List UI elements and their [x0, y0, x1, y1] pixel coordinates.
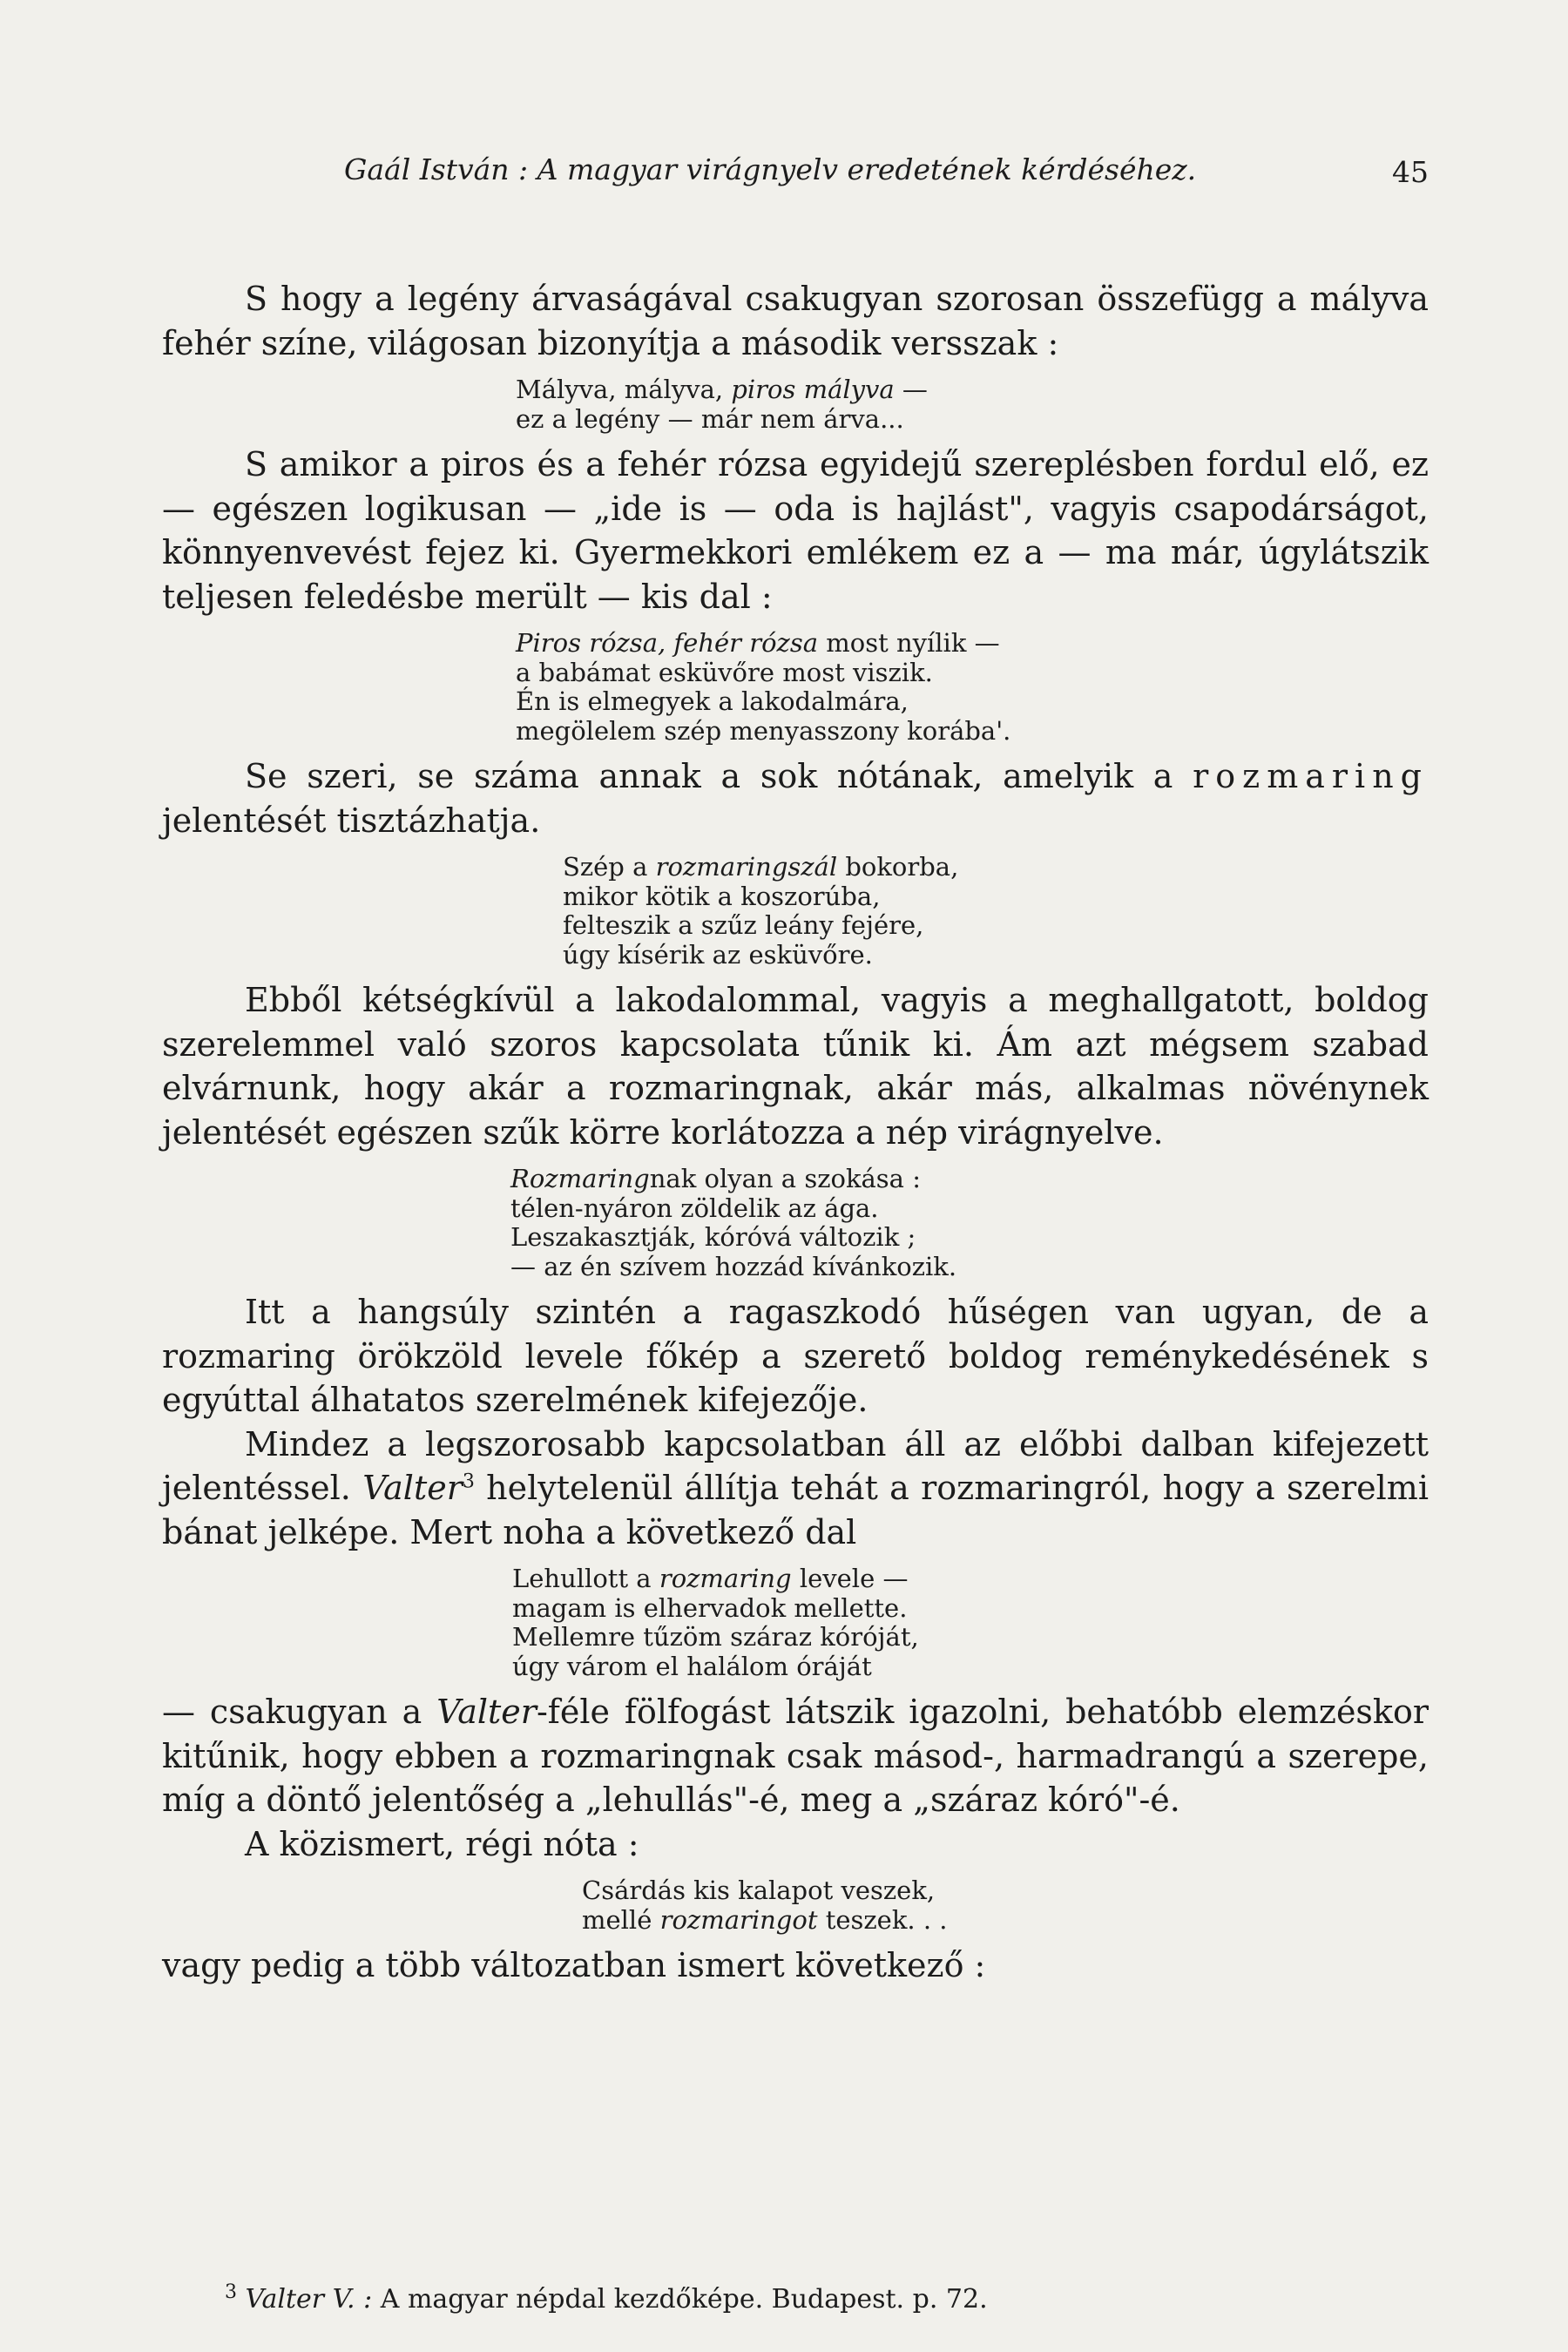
verse-line: [512, 1565, 1429, 1594]
paragraph-3: [162, 754, 1429, 842]
verse-line: [510, 1165, 1429, 1194]
verse-line: felteszik a szűz leány fejére,: [563, 910, 924, 940]
verse-italic: Rozmaring: [510, 1164, 650, 1193]
footnote-author: Valter V. :: [245, 2284, 373, 2315]
verse-italic: rozmaringszál: [655, 852, 838, 882]
verse-line: Mellemre tűzöm száraz kóróját,: [512, 1622, 919, 1652]
verse-line: ez a legény — már nem árva...: [516, 403, 904, 434]
verse-line: mikor kötik a koszorúba,: [563, 881, 881, 911]
verse-line: [582, 1906, 1429, 1936]
verse-italic: Piros rózsa, fehér rózsa: [516, 628, 819, 658]
para-text: jelentését tisztázhatja.: [162, 801, 541, 840]
footnote-number: 3: [225, 2281, 237, 2303]
verse-text: teszek. . .: [817, 1904, 948, 1935]
spaced-word: rozmaring: [1193, 757, 1429, 795]
footnote-ref: 3: [462, 1470, 475, 1493]
verse-line: magam is elhervadok mellette.: [512, 1592, 908, 1623]
verse-line: Én is elmegyek a lakodalmára,: [516, 686, 909, 716]
author-name: Valter: [436, 1693, 537, 1731]
para-text: Se szeri, se száma annak a sok nótának, amelyik a: [245, 757, 1193, 795]
verse-malyva: [162, 375, 1429, 434]
verse-italic: rozmaring: [659, 1564, 792, 1593]
verse-line: [563, 853, 1429, 882]
verse-text: levele —: [791, 1564, 909, 1593]
paragraph-9: vagy pedig a több változatban ismert következő :: [162, 1946, 986, 1984]
verse-line: télen-nyáron zöldelik az ága.: [510, 1193, 879, 1223]
author-name: Valter: [362, 1469, 463, 1507]
verse-text: mellé: [582, 1904, 660, 1935]
footnote-text: A magyar népdal kezdőképe. Budapest. p. 72.: [372, 2284, 988, 2315]
verse-text: most nyílik —: [818, 628, 1000, 658]
verse-text: Szép a: [563, 852, 656, 882]
verse-line: [516, 629, 1429, 659]
verse-csardas: [162, 1876, 1429, 1935]
page-number: 45: [1392, 155, 1429, 189]
running-title: Gaál István : A magyar virágnyelv eredetének kérdéséhez.: [344, 152, 1197, 186]
paragraph-7: [162, 1690, 1429, 1822]
verse-line: megölelem szép menyasszony korába'.: [516, 715, 1011, 746]
verse-text: Lehullott a: [512, 1564, 659, 1593]
para-text: -féle fölfogást látszik igazolni, behatóbb elemzéskor kitűnik, hogy ebben a rozmaringnak csak másod-, harmadrangú a szerepe, míg a döntő jelentőség a „lehullás"-é, meg a „száraz kóró"-é.: [162, 1693, 1429, 1819]
verse-szep-a-rozmaringszal: [162, 853, 1429, 970]
verse-lehullott: [162, 1565, 1429, 1681]
paragraph-6: [162, 1423, 1429, 1555]
verse-text: Mályva, mályva,: [516, 375, 732, 404]
verse-line: úgy várom el halálom óráját: [512, 1651, 872, 1681]
verse-rozmaringnak-olyan: [162, 1165, 1429, 1281]
verse-piros-rozsa: [162, 629, 1429, 746]
footnote: [225, 2281, 988, 2315]
verse-line: — az én szívem hozzád kívánkozik.: [510, 1251, 957, 1281]
paragraph-2: S amikor a piros és a fehér rózsa egyidejű szereplésben fordul elő, ez — egészen logikusan — „ide is — oda is hajlást", vagyis csapodárságot, könnyenvevést fejez ki. Gyermekkori emlékem ez a — ma már, úgylátszik teljesen feledésbe merült — kis dal :: [162, 445, 1429, 616]
verse-text: bokorba,: [837, 852, 959, 882]
verse-line: a babámat esküvőre most viszik.: [516, 657, 933, 687]
paragraph-1: S hogy a legény árvaságával csakugyan szorosan összefügg a mályva fehér színe, világosan bizonyítja a második versszak :: [162, 280, 1429, 362]
verse-text: nak olyan a szokása :: [649, 1164, 921, 1193]
verse-text: —: [894, 375, 928, 404]
verse-line: Csárdás kis kalapot veszek,: [582, 1876, 936, 1905]
verse-line: Leszakasztják, kóróvá változik ;: [510, 1222, 916, 1252]
paragraph-8: A közismert, régi nóta :: [245, 1824, 639, 1863]
para-text: helytelenül állítja tehát a rozmaringról, hogy a szerelmi bánat jelképe. Mert noha a következő dal: [162, 1469, 1429, 1551]
paragraph-4: Ebből kétségkívül a lakodalommal, vagyis a meghallgatott, boldog szerelemmel való szoros kapcsolata tűnik ki. Ám azt mégsem szabad elvárnunk, hogy akár a rozmaringnak, akár más, alkalmas növénynek jelentését egészen szűk körre korlátozza a nép virágnyelve.: [162, 981, 1429, 1152]
para-text: Mindez a legszorosabb kapcsolatban áll az előbbi dalban kifejezett jelentéssel.: [162, 1424, 1429, 1507]
verse-italic: piros mályva: [731, 375, 895, 404]
verse-line: [516, 375, 1429, 405]
verse-line: úgy kísérik az esküvőre.: [563, 939, 873, 970]
verse-italic: rozmaringot: [659, 1904, 818, 1935]
paragraph-5: Itt a hangsúly szintén a ragaszkodó hűségen van ugyan, de a rozmaring örökzöld levele főkép a szerető boldog reménykedésének s egyúttal álhatatos szerelmének kifejezője.: [162, 1293, 1429, 1419]
para-text: — csakugyan a: [162, 1693, 437, 1731]
body-text: [162, 277, 1429, 1988]
